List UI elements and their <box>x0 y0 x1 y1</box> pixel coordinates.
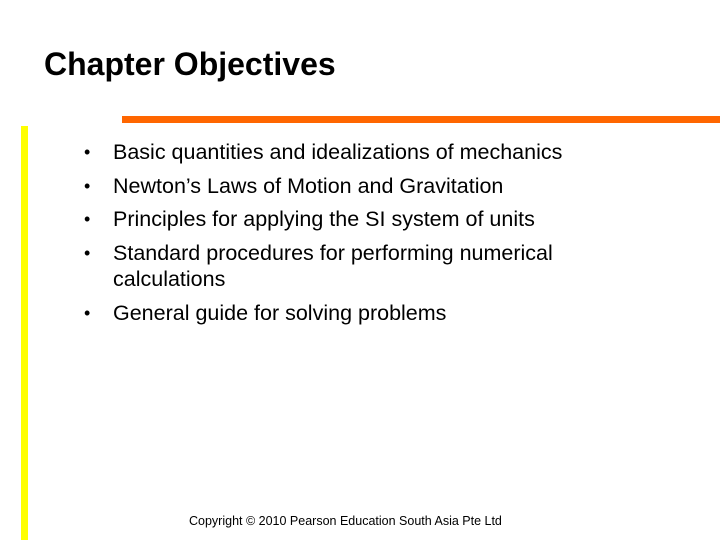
left-accent-bar <box>21 126 28 540</box>
list-item <box>84 297 704 331</box>
objectives-list <box>84 136 704 330</box>
list-item <box>84 170 704 204</box>
bullet-icon: • <box>84 175 91 196</box>
slide-title: Chapter Objectives <box>44 46 336 82</box>
list-item-text: Basic quantities and idealizations of mechanics <box>113 140 563 164</box>
list-item-text: Newton’s Laws of Motion and Gravitation <box>113 173 504 198</box>
list-item <box>84 136 704 170</box>
list-item-text: Principles for applying the SI system of units <box>113 207 535 231</box>
bullet-icon: • <box>84 242 91 263</box>
list-item <box>84 203 704 237</box>
bullet-icon: • <box>84 302 91 323</box>
copyright-footer: Copyright © 2010 Pearson Education South Asia Pte Ltd <box>189 514 502 528</box>
list-item-text: Standard procedures for performing numerical <box>113 240 553 265</box>
list-item-text-continued: calculations <box>113 267 226 291</box>
list-item-text: General guide for solving problems <box>113 300 447 325</box>
bullet-icon: • <box>84 142 91 162</box>
list-item <box>84 237 704 297</box>
bullet-icon: • <box>84 209 91 229</box>
title-underline-bar <box>122 116 720 123</box>
